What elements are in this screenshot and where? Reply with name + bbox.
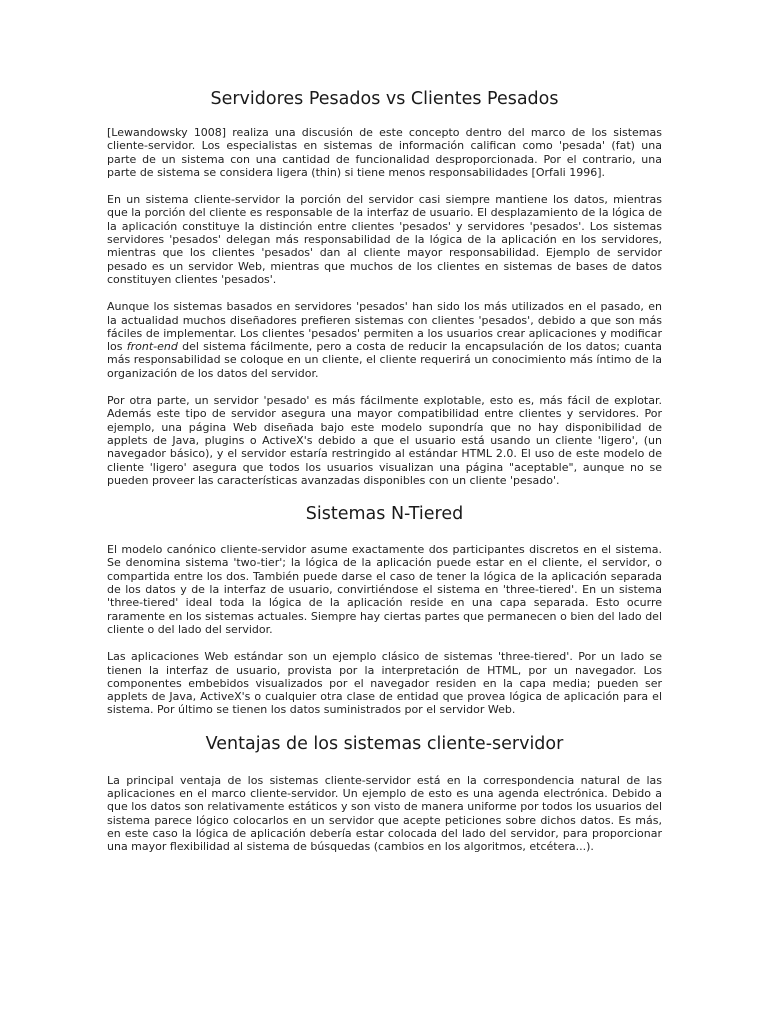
closing-paragraph: Por otra parte, un servidor 'pesado' es más fácilmente explotable, esto es, más fácil de explotar. Además este tipo de servidor asegura una mayor compatibilidad entre clientes y servidores. Por ejemplo, una página Web diseñada bajo este modelo supondría que no hay disponibilidad de applets de Java, plugins o ActiveX's debido a que el usuario está usando un cliente 'ligero', (un navegador básico), y el servidor estaría restringido al estándar HTML 2.0. El uso de este modelo de cliente 'ligero' asegura que todos los usuarios visualizan una página "aceptable", aunque no se pueden proveer las características avanzadas disponibles con un cliente 'pesado'.: [107, 394, 662, 487]
frontend-text-before: Aunque los sistemas basados en servidores 'pesados' han sido los más utilizados en el pasado, en la actualidad muchos diseñadores prefieren sistemas con clientes 'pesados', debido a que son más fáciles de implementar. Los clientes 'pesados' permiten a los usuarios crear aplicaciones y modificar los: [107, 300, 662, 354]
section-advantages-title: Ventajas de los sistemas cliente-servidor: [205, 733, 564, 754]
section-ntiered-title: Sistemas N-Tiered: [305, 504, 464, 525]
document-title: Servidores Pesados vs Clientes Pesados: [210, 89, 559, 109]
intro-paragraph-2: En un sistema cliente-servidor la porción del servidor casi siempre mantiene los datos, mientras que la porción del cliente es responsable de la interfaz de usuario. El desplazamiento de la lógica de la aplicación constituye la distinción entre clientes 'pesados' y servidores 'pesados'. Los sistemas servidores 'pesados' delegan más responsabilidad de la lógica de la aplicación en los servidores, mientras que los clientes 'pesados' dan al cliente mayor responsabilidad. Ejemplo de servidor pesado es un servidor Web, mientras que muchos de los clientes en sistemas de bases de datos constituyen clientes 'pesados'.: [107, 193, 662, 286]
document-page: [107, 84, 662, 867]
ntiered-paragraph-1: El modelo canónico cliente-servidor asume exactamente dos participantes discretos en el sistema. Se denomina sistema 'two-tier'; la lógica de la aplicación puede estar en el cliente, el servidor, o compartida entre los dos. También puede darse el caso de tener la lógica de la aplicación separada de los datos y de la interfaz de usuario, convirtiéndose el sistema en 'three-tiered'. En un sistema 'three-tiered' ideal toda la lógica de la aplicación reside en una capa separada. Esto ocurre raramente en los sistemas actuales. Siempre hay ciertas partes que permanecen o bien del lado del cliente o del lado del servidor.: [107, 543, 662, 636]
frontend-paragraph: [107, 300, 662, 380]
intro-paragraph-1: [Lewandowsky 1008] realiza una discusión de este concepto dentro del marco de los sistemas cliente-servidor. Los especialistas en sistemas de información califican como 'pesada' (fat) una parte de un sistema con una cantidad de funcionalidad desproporcionada. Por el contrario, una parte de sistema se considera ligera (thin) si tiene menos responsabilidades [Orfali 1996].: [107, 126, 662, 179]
advantages-paragraph-1: La principal ventaja de los sistemas cliente-servidor está en la correspondencia natural de las aplicaciones en el marco cliente-servidor. Un ejemplo de esto es una agenda electrónica. Debido a que los datos son relativamente estáticos y son visto de manera uniforme por todos los usuarios del sistema parece lógico colocarlos en un servidor que acepte peticiones sobre dichos datos. Es más, en este caso la lógica de aplicación debería estar colocada del lado del servidor, para proporcionar una mayor flexibilidad al sistema de búsquedas (cambios en los algoritmos, etcétera...).: [107, 773, 662, 854]
frontend-text-after: del sistema fácilmente, pero a costa de reducir la encapsulación de los datos; cuanta más responsabilidad se coloque en un cliente, el cliente requerirá un conocimiento más íntimo de la organización de los datos del servidor.: [107, 340, 662, 380]
frontend-emphasis: front-end: [126, 340, 178, 354]
ntiered-paragraph-2: Las aplicaciones Web estándar son un ejemplo clásico de sistemas 'three-tiered'. Por un lado se tienen la interfaz de usuario, provista por la interpretación de HTML, por un navegador. Los componentes embebidos visualizados por el navegador residen en la capa media; pueden ser applets de Java, ActiveX's o cualquier otra clase de entidad que provea lógica de aplicación para el sistema. Por último se tienen los datos suministrados por el servidor Web.: [107, 650, 662, 717]
